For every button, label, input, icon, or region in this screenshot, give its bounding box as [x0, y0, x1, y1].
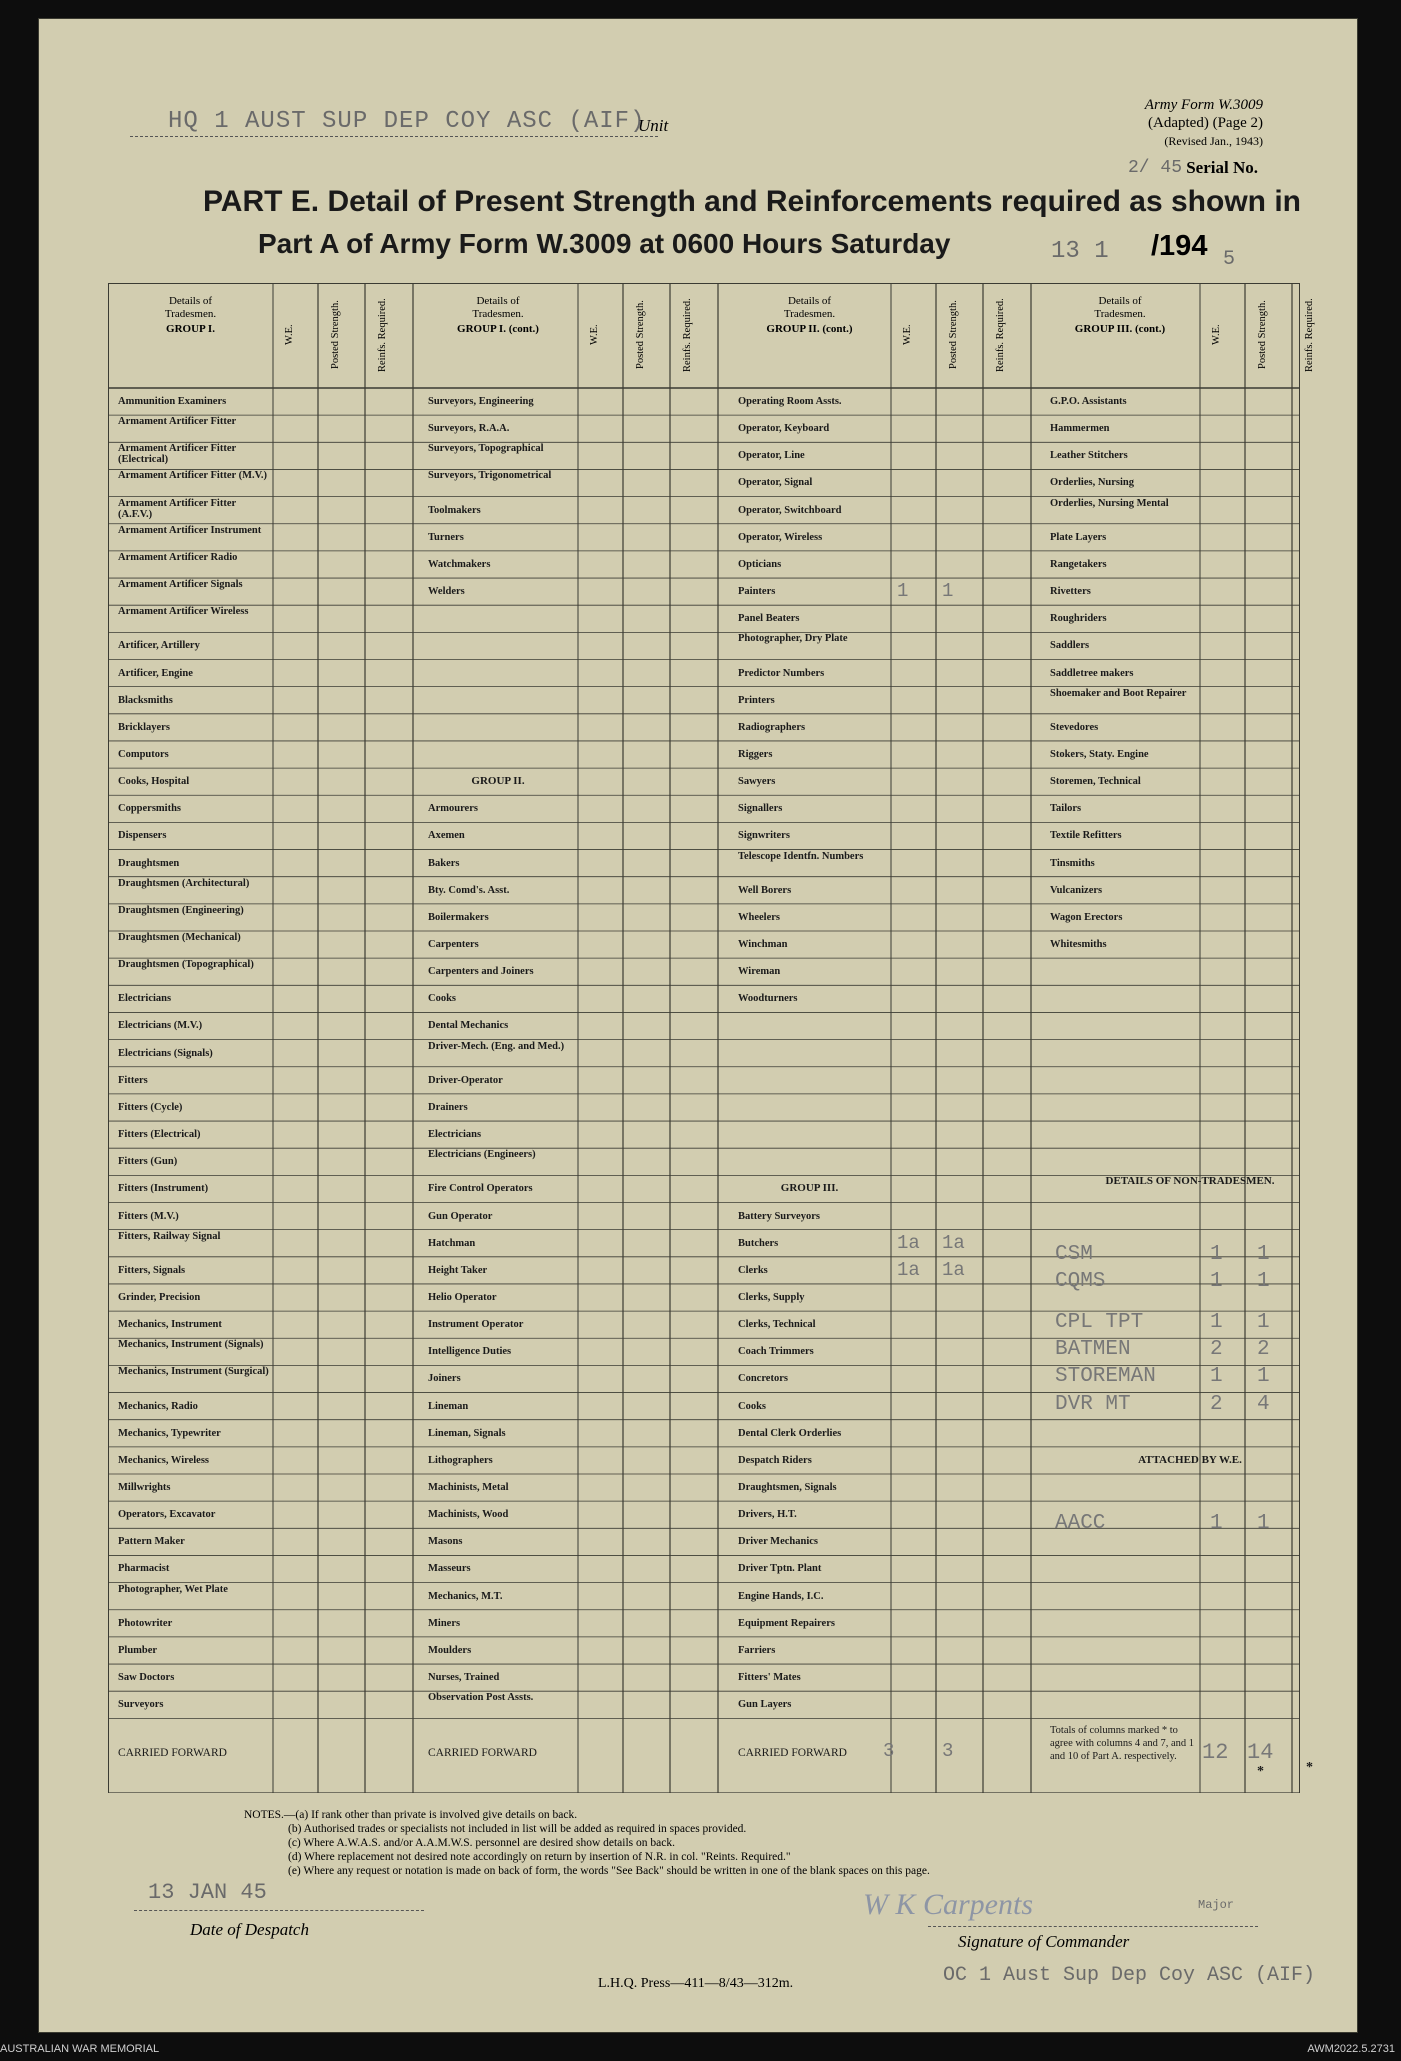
attached-posted: 1 — [1257, 1512, 1270, 1535]
non-tradesman-we: 1 — [1210, 1270, 1223, 1294]
trade-row-label: Farriers — [738, 1644, 776, 1656]
trade-row-label: Roughriders — [1050, 613, 1107, 625]
trade-row-label: Observation Post Assts. — [428, 1692, 534, 1704]
trade-row-label: Armament Artificer Instrument — [118, 524, 262, 536]
note-a: NOTES.—(a) If rank other than private is involved give details on back. — [244, 1809, 578, 1821]
serial-label: Serial No. — [1186, 158, 1258, 177]
trade-row-label: Artificer, Engine — [118, 667, 193, 679]
trade-row-label: Drivers, H.T. — [738, 1509, 797, 1521]
trade-row-label: Toolmakers — [428, 504, 481, 516]
trade-row-label: Radiographers — [738, 721, 806, 733]
watermark-right: AWM2022.5.2731 — [1307, 2043, 1395, 2055]
painters-we: 1 — [897, 580, 909, 603]
clerks-posted: 1a — [942, 1258, 965, 1281]
trade-row-label: Masons — [428, 1536, 463, 1548]
trade-row-label: Rivetters — [1050, 586, 1091, 598]
trade-row-label: Bakers — [428, 857, 460, 869]
despatch-line — [134, 1910, 424, 1911]
attached-name: AACC — [1055, 1512, 1106, 1535]
trade-row-label: Miners — [428, 1617, 461, 1629]
trade-row-label: Plumber — [118, 1644, 158, 1656]
trade-row-label: Vulcanizers — [1050, 884, 1103, 896]
trade-row-label: Coach Trimmers — [738, 1346, 814, 1358]
trade-row-label: Bricklayers — [118, 721, 170, 733]
date-day: 13 1 — [1051, 238, 1109, 265]
form-adapted: (Adapted) (Page 2) — [1148, 115, 1263, 131]
trade-row-label: Whitesmiths — [1050, 939, 1107, 950]
trade-row-label: Surveyors — [118, 1699, 164, 1711]
trade-row-label: Telescope Identfn. Numbers — [738, 850, 864, 862]
trade-row-label: Wireman — [738, 966, 781, 978]
column-header-group-4 — [1040, 295, 1200, 336]
trade-row-label: Height Taker — [428, 1264, 488, 1276]
notes — [244, 1808, 1324, 1878]
signature-label: Signature of Commander — [958, 1932, 1130, 1951]
note-e: (e) Where any request or notation is made on back of form, the words "See Back" should be written in one of the blank spaces on this page. — [288, 1865, 930, 1877]
header-tradesmen: Tradesmen. — [164, 308, 217, 320]
trade-row-label: Pharmacist — [118, 1563, 170, 1575]
trade-row-label: Sawyers — [738, 776, 776, 788]
subheader-reinfs-required: Reinfs. Required. — [995, 298, 1006, 372]
form-revised: (Revised Jan., 1943) — [1164, 134, 1263, 148]
trade-row-label: Millwrights — [118, 1482, 171, 1493]
non-tradesman-name: CPL TPT — [1055, 1311, 1144, 1335]
trade-row-label: Operators, Excavator — [118, 1509, 216, 1521]
trade-row-label: Lineman, Signals — [428, 1427, 506, 1439]
trade-row-label: Saddlers — [1050, 640, 1090, 652]
non-tradesman-posted: 1 — [1257, 1311, 1270, 1335]
trade-row-label: GROUP II. — [471, 775, 525, 788]
subheader-posted-strength: Posted Strength. — [634, 300, 646, 370]
totals-we: 12 — [1202, 1740, 1229, 1766]
note-b: (b) Authorised trades or specialists not included in list will be added as required in spaces provided. — [288, 1823, 747, 1835]
trade-row-label: Lineman — [428, 1400, 469, 1412]
watermark-left: AUSTRALIAN WAR MEMORIAL — [0, 2043, 160, 2055]
trade-row-label: Armament Artificer Fitter (Electrical) — [118, 443, 236, 466]
trade-row-label: Helio Operator — [428, 1291, 497, 1303]
trade-row-label: Mechanics, M.T. — [428, 1590, 503, 1602]
trade-row-label: Signallers — [738, 803, 783, 815]
totals-star-posted: * — [1306, 1760, 1313, 1776]
trade-row-label: Operator, Switchboard — [738, 504, 842, 516]
signature-typed-unit: OC 1 Aust Sup Dep Coy ASC (AIF) — [943, 1964, 1316, 1987]
trade-row-label: Masseurs — [428, 1563, 471, 1575]
trade-row-label: Coppersmiths — [118, 803, 182, 815]
trade-row-label: Predictor Numbers — [738, 667, 825, 679]
carried-forward-label: CARRIED FORWARD — [118, 1747, 227, 1760]
trade-row-label: Draughtsmen (Engineering) — [118, 904, 244, 916]
non-tradesman-posted: 4 — [1257, 1392, 1270, 1416]
title-line-1: PART E. Detail of Present Strength and Reinforcements required as shown in — [203, 185, 1301, 218]
header-tradesmen: Tradesmen. — [1094, 308, 1146, 320]
trade-row-label: Photographer, Dry Plate — [738, 633, 848, 645]
non-tradesman-name: STOREMAN — [1055, 1365, 1156, 1389]
subheader-posted-strength: Posted Strength. — [947, 300, 959, 370]
trade-row-label: Fitters (Electrical) — [118, 1129, 201, 1141]
trade-row-label: Drainers — [428, 1101, 468, 1113]
trade-row-label: Tailors — [1050, 803, 1082, 815]
non-tradesman-we: 2 — [1210, 1338, 1223, 1362]
painters-posted: 1 — [942, 580, 954, 603]
trade-row-label: Equipment Repairers — [738, 1617, 835, 1629]
non-tradesman-we: 1 — [1210, 1243, 1223, 1267]
butchers-we: 1a — [897, 1231, 920, 1254]
title-line-2: Part A of Army Form W.3009 at 0600 Hours Saturday — [258, 228, 951, 259]
trade-row-label: Shoemaker and Boot Repairer — [1050, 687, 1187, 699]
trade-row-label: Leather Stitchers — [1050, 450, 1128, 462]
trade-row-label: Driver Tptn. Plant — [738, 1563, 822, 1575]
commander-signature: W K Carpents — [863, 1888, 1034, 1921]
trade-row-label: Orderlies, Nursing Mental — [1050, 497, 1169, 509]
carried-forward-posted: 3 — [942, 1740, 954, 1763]
trade-row-label: Hatchman — [428, 1237, 476, 1249]
despatch-date-typed: 13 JAN 45 — [148, 1880, 267, 1905]
clerks-we: 1a — [897, 1258, 920, 1281]
trade-row-label: Photographer, Wet Plate — [118, 1583, 228, 1595]
non-tradesman-name: CSM — [1055, 1243, 1093, 1267]
trade-row-label: Fire Control Operators — [428, 1183, 533, 1195]
butchers-posted: 1a — [942, 1231, 965, 1254]
subheader-posted-strength: Posted Strength. — [1256, 300, 1268, 370]
unit-label: Unit — [638, 116, 669, 135]
trade-row-label: Orderlies, Nursing — [1050, 477, 1134, 489]
trade-row-label: Electricians (M.V.) — [118, 1020, 203, 1032]
trade-row-label: Battery Surveyors — [738, 1210, 820, 1222]
trade-row-label: Cooks — [738, 1400, 767, 1412]
trade-row-label: Mechanics, Radio — [118, 1400, 198, 1412]
trade-row-label: Mechanics, Wireless — [118, 1454, 209, 1466]
carried-forward-label: CARRIED FORWARD — [738, 1747, 847, 1760]
carried-forward-we: 3 — [883, 1740, 895, 1763]
subheader-reinfs-required: Reinfs. Required. — [1304, 298, 1315, 372]
trade-row-label: Moulders — [428, 1644, 472, 1656]
trade-row-label: Saw Doctors — [118, 1672, 175, 1684]
trade-row-label: Armament Artificer Fitter (A.F.V.) — [118, 497, 236, 520]
trade-row-label: Fitters' Mates — [738, 1672, 801, 1684]
serial-typed: 2/ 45 — [1128, 158, 1183, 178]
totals-note: Totals of columns marked * to agree with columns 4 and 7, and 1 and 10 of Part A. respectively. — [1050, 1725, 1195, 1763]
trade-row-label: Saddletree makers — [1050, 667, 1134, 679]
trade-row-label: Fitters (Cycle) — [118, 1101, 183, 1113]
strength-table — [108, 283, 1315, 1803]
trade-row-label: Surveyors, Trigonometrical — [428, 470, 552, 482]
trade-row-label: Joiners — [428, 1373, 461, 1385]
column-header-group-3 — [728, 295, 891, 336]
trade-row-label: Fitters (Instrument) — [118, 1183, 209, 1195]
trade-row-label: Operator, Keyboard — [738, 423, 830, 435]
trade-row-label: Mechanics, Instrument (Surgical) — [118, 1366, 269, 1378]
header-details-of: Details of — [476, 295, 520, 307]
trade-row-label: Intelligence Duties — [428, 1346, 512, 1358]
trade-row-label: Armourers — [428, 803, 478, 815]
trade-row-label: Operator, Signal — [738, 477, 813, 489]
note-c: (c) Where A.W.A.S. and/or A.A.M.W.S. personnel are desired show details on back. — [288, 1837, 675, 1849]
trade-row-label: Signwriters — [738, 830, 790, 842]
non-tradesman-posted: 1 — [1257, 1365, 1270, 1389]
trade-row-label: Photowriter — [118, 1617, 173, 1629]
trade-row-label: Armament Artificer Wireless — [118, 606, 249, 618]
header-group-label: GROUP I. — [166, 323, 215, 335]
trade-row-label: Electricians — [428, 1129, 482, 1141]
non-tradesman-we: 1 — [1210, 1365, 1223, 1389]
trade-row-label: Stevedores — [1050, 721, 1099, 733]
trade-row-label: Mechanics, Instrument (Signals) — [118, 1339, 264, 1351]
column-header-group-2 — [418, 295, 578, 336]
trade-row-label: Fitters (M.V.) — [118, 1210, 179, 1222]
trade-row-label: Clerks, Technical — [738, 1319, 816, 1331]
trade-row-label: Armament Artificer Fitter — [118, 416, 237, 428]
header-group-label: GROUP III. (cont.) — [1074, 323, 1166, 335]
trade-row-label: Riggers — [738, 748, 773, 760]
totals-star-we: * — [1257, 1764, 1264, 1780]
carried-forward-label: CARRIED FORWARD — [428, 1747, 537, 1760]
trade-row-label: Machinists, Wood — [428, 1509, 509, 1521]
non-tradesman-name: DVR MT — [1055, 1392, 1131, 1416]
non-tradesman-name: CQMS — [1055, 1270, 1106, 1294]
trade-row-label: Nurses, Trained — [428, 1672, 500, 1684]
trade-row-label: Axemen — [428, 830, 465, 842]
unit-typed: HQ 1 AUST SUP DEP COY ASC (AIF) — [168, 108, 646, 135]
header-group-label: GROUP I. (cont.) — [457, 323, 539, 335]
trade-row-label: Armament Artificer Radio — [118, 551, 238, 563]
trade-row-label: Fitters, Signals — [118, 1264, 186, 1276]
totals-posted: 14 — [1247, 1740, 1274, 1766]
subheader-reinfs-required: Reinfs. Required. — [682, 298, 693, 372]
trade-row-label: Draughtsmen (Mechanical) — [118, 932, 241, 943]
header-details-of: Details of — [168, 295, 213, 307]
trade-row-label: DETAILS OF NON-TRADESMEN. — [1105, 1175, 1275, 1188]
trade-row-label: Draughtsmen, Signals — [738, 1482, 837, 1493]
trade-row-label: Butchers — [738, 1237, 779, 1249]
trade-row-label: Ammunition Examiners — [118, 396, 227, 407]
subheader-we: W.E. — [1210, 324, 1222, 346]
trade-row-label: Rangetakers — [1050, 558, 1107, 570]
trade-row-label: Wagon Erectors — [1050, 911, 1123, 923]
trade-row-label: Electricians — [118, 993, 172, 1005]
trade-row-label: Well Borers — [738, 884, 792, 896]
trade-row-label: Draughtsmen (Topographical) — [118, 959, 254, 971]
trade-row-label: Electricians (Signals) — [118, 1047, 213, 1059]
trade-row-label: Lithographers — [428, 1454, 493, 1466]
column-header-group-1 — [108, 295, 273, 336]
trade-row-label: Surveyors, R.A.A. — [428, 423, 510, 435]
trade-row-label: Printers — [738, 694, 775, 706]
trade-row-label: Clerks, Supply — [738, 1291, 805, 1303]
subheader-we: W.E. — [588, 324, 600, 346]
non-tradesman-posted: 1 — [1257, 1270, 1270, 1294]
despatch-label: Date of Despatch — [190, 1920, 309, 1939]
non-tradesman-name: BATMEN — [1055, 1338, 1131, 1362]
trade-row-label: Dental Clerk Orderlies — [738, 1427, 842, 1439]
trade-row-label: Operator, Wireless — [738, 531, 823, 543]
trade-row-label: Textile Refitters — [1050, 830, 1122, 842]
subheader-posted-strength: Posted Strength. — [329, 300, 341, 370]
trade-row-label: Dispensers — [118, 830, 167, 842]
trade-row-label: Dental Mechanics — [428, 1020, 509, 1032]
trade-row-label: Gun Layers — [738, 1699, 792, 1711]
form-id — [1145, 96, 1263, 150]
trade-row-label: ATTACHED BY W.E. — [1138, 1453, 1242, 1466]
trade-row-label: Electricians (Engineers) — [428, 1149, 536, 1161]
trade-row-label: Painters — [738, 586, 776, 598]
trade-row-label: Gun Operator — [428, 1210, 493, 1222]
trade-row-label: Armament Artificer Signals — [118, 579, 243, 591]
trade-row-label: Instrument Operator — [428, 1319, 524, 1331]
trade-row-label: Winchman — [738, 939, 788, 950]
trade-row-label: Concretors — [738, 1373, 788, 1385]
trade-row-label: Bty. Comd's. Asst. — [428, 884, 510, 896]
non-tradesman-we: 1 — [1210, 1311, 1223, 1335]
signature-rank: Major — [1198, 1898, 1235, 1912]
header-details-of: Details of — [787, 295, 832, 307]
header-tradesmen: Tradesmen. — [783, 308, 836, 320]
trade-row-label: Stokers, Staty. Engine — [1050, 748, 1149, 760]
trade-row-label: Pattern Maker — [118, 1536, 185, 1548]
signature-line — [928, 1926, 1258, 1927]
header-tradesmen: Tradesmen. — [472, 308, 524, 320]
subheader-we: W.E. — [901, 324, 913, 346]
non-tradesman-posted: 2 — [1257, 1338, 1270, 1362]
trade-row-label: Hammermen — [1050, 423, 1110, 435]
trade-row-label: Tinsmiths — [1050, 857, 1095, 869]
trade-row-label: Carpenters and Joiners — [428, 966, 534, 978]
trade-row-label: Driver-Operator — [428, 1074, 503, 1086]
attached-we: 1 — [1210, 1512, 1223, 1535]
trade-row-label: Driver-Mech. (Eng. and Med.) — [428, 1040, 565, 1052]
press-imprint: L.H.Q. Press—411—8/43—312m. — [598, 1976, 794, 1991]
trade-row-label: Armament Artificer Fitter (M.V.) — [118, 470, 267, 482]
note-d: (d) Where replacement not desired note accordingly on return by insertion of N.R. in col. "Reints. Required." — [288, 1851, 791, 1863]
date-year-suffix: 5 — [1223, 248, 1236, 271]
form-number: Army Form W.3009 — [1144, 97, 1263, 113]
trade-row-label: Panel Beaters — [738, 613, 800, 625]
trade-row-label: Despatch Riders — [738, 1454, 812, 1466]
trade-row-label: G.P.O. Assistants — [1050, 396, 1127, 407]
trade-row-label: Fitters (Gun) — [118, 1156, 178, 1168]
trade-row-label: GROUP III. — [780, 1182, 839, 1195]
trade-row-label: Cooks — [428, 993, 457, 1005]
trade-row-label: Grinder, Precision — [118, 1291, 201, 1303]
trade-row-label: Carpenters — [428, 939, 479, 950]
trade-row-label: Blacksmiths — [118, 694, 173, 706]
trade-row-label: Fitters, Railway Signal — [118, 1230, 221, 1242]
form-page — [38, 18, 1358, 2033]
trade-row-label: Machinists, Metal — [428, 1482, 509, 1493]
trade-row-label: Surveyors, Engineering — [428, 396, 534, 407]
trade-row-label: Operating Room Assts. — [738, 396, 842, 407]
trade-row-label: Clerks — [738, 1264, 768, 1276]
trade-row-label: Surveyors, Topographical — [428, 443, 544, 455]
trade-row-label: Draughtsmen — [118, 857, 180, 869]
trade-row-label: Watchmakers — [428, 558, 491, 570]
subheader-we: W.E. — [283, 324, 295, 346]
non-tradesman-posted: 1 — [1257, 1243, 1270, 1267]
trade-row-label: Mechanics, Typewriter — [118, 1427, 221, 1439]
trade-row-label: Boilermakers — [428, 911, 489, 923]
trade-row-label: Wheelers — [738, 911, 780, 923]
trade-row-label: Storemen, Technical — [1050, 776, 1141, 788]
trade-row-label: Cooks, Hospital — [118, 776, 190, 788]
trade-row-label: Opticians — [738, 558, 782, 570]
trade-row-label: Turners — [428, 531, 464, 543]
trade-row-label: Woodturners — [738, 993, 798, 1005]
trade-row-label: Draughtsmen (Architectural) — [118, 877, 250, 889]
trade-row-label: Operator, Line — [738, 450, 805, 462]
trade-row-label: Welders — [428, 586, 465, 598]
trade-row-label: Plate Layers — [1050, 531, 1107, 543]
trade-row-label: Driver Mechanics — [738, 1536, 818, 1548]
trade-row-label: Fitters — [118, 1074, 148, 1086]
trade-row-label: Artificer, Artillery — [118, 640, 200, 652]
non-tradesman-we: 2 — [1210, 1392, 1223, 1416]
header-group-label: GROUP II. (cont.) — [766, 323, 853, 335]
subheader-reinfs-required: Reinfs. Required. — [377, 298, 388, 372]
trade-row-label: Engine Hands, I.C. — [738, 1590, 824, 1602]
header-details-of: Details of — [1098, 295, 1142, 307]
trade-row-label: Mechanics, Instrument — [118, 1319, 222, 1331]
trade-row-label: Computors — [118, 748, 169, 760]
date-year-prefix: /194 — [1151, 230, 1208, 262]
